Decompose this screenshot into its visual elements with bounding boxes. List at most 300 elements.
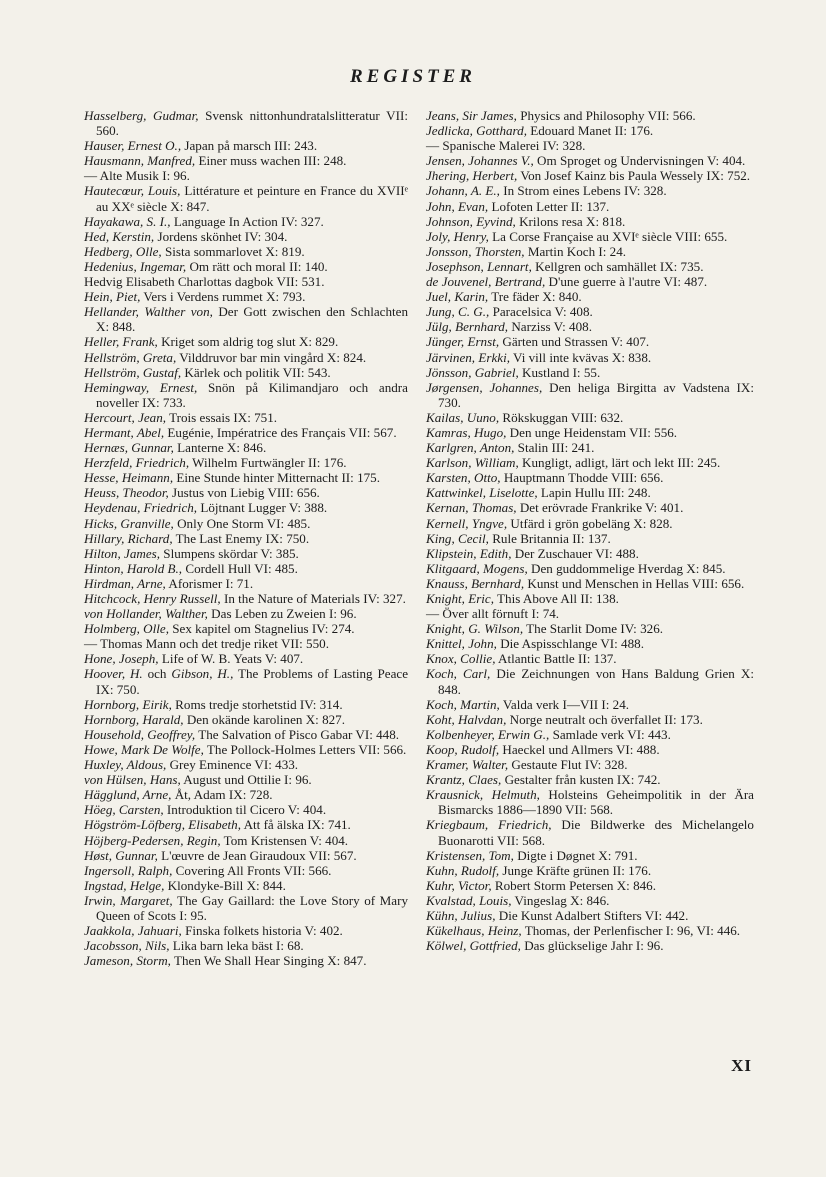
entry-title: Rökskuggan VIII: 632. — [499, 409, 624, 425]
entry-author: Jung, C. G., — [426, 304, 490, 320]
entry-title: Grey Eminence VI: 433. — [166, 757, 299, 773]
entry-title: Die Aspisschlange VI: 488. — [496, 636, 644, 652]
index-entry — [426, 425, 754, 440]
index-entry — [84, 666, 408, 696]
entry-title: Wilhelm Furtwängler II: 176. — [189, 455, 347, 471]
entry-author: Kamras, Hugo, — [426, 424, 507, 440]
entry-author: Jameson, Storm, — [84, 953, 171, 969]
entry-title: Klondyke-Bill X: 844. — [164, 877, 286, 893]
index-entry — [84, 365, 408, 380]
entry-title: — Spanische Malerei IV: 328. — [426, 138, 586, 154]
entry-title: — Över allt förnuft I: 74. — [426, 606, 560, 622]
entry-author: Klipstein, Edith, — [426, 545, 512, 561]
entry-title: Att få älska IX: 741. — [241, 817, 351, 833]
index-entry — [426, 470, 754, 485]
index-entry — [426, 168, 754, 183]
index-entry — [84, 697, 408, 712]
entry-author: Järvinen, Erkki, — [426, 349, 510, 365]
index-entry — [426, 274, 754, 289]
entry-author: Hercourt, Jean, — [84, 409, 167, 425]
index-entry — [426, 334, 754, 349]
entry-title: Edouard Manet II: 176. — [526, 123, 654, 139]
entry-author: Koht, Halvdan, — [426, 711, 507, 727]
index-entry — [84, 289, 408, 304]
index-entry — [426, 319, 754, 334]
entry-author: Jedlicka, Gotthard, — [426, 123, 527, 139]
index-entry — [84, 440, 408, 455]
entry-author: Hellström, Gustaf, — [84, 364, 182, 380]
entry-title: Hauptmann Thodde VIII: 656. — [500, 470, 664, 486]
entry-title: Physics and Philosophy VII: 566. — [516, 108, 696, 123]
entry-title: Gärten und Strassen V: 407. — [499, 334, 650, 350]
entry-author: Joly, Henry, — [426, 228, 489, 244]
left-column — [84, 108, 408, 968]
entry-title: Löjtnant Lugger V: 388. — [197, 500, 328, 516]
entry-author: Irwin, Margaret, — [84, 892, 173, 908]
index-entry — [84, 183, 408, 213]
index-entry — [84, 561, 408, 576]
entry-author: Huxley, Aldous, — [84, 757, 167, 773]
entry-author: Hedberg, Olle, — [84, 243, 162, 259]
index-entry — [426, 697, 754, 712]
entry-author: Jönsson, Gabriel, — [426, 364, 519, 380]
index-entry — [84, 621, 408, 636]
entry-title: The Last Enemy IX: 750. — [172, 530, 310, 546]
entry-title: Von Josef Kainz bis Paula Wessely IX: 752. — [517, 168, 751, 184]
entry-author: Kattwinkel, Liselotte, — [426, 485, 538, 501]
entry-author: Hellström, Greta, — [84, 349, 177, 365]
index-entry — [426, 138, 754, 153]
index-entry — [84, 380, 408, 410]
entry-title: Haeckel und Allmers VI: 488. — [499, 741, 660, 757]
entry-title: Kustland I: 55. — [518, 364, 601, 380]
entry-author: Jünger, Ernst, — [426, 334, 500, 350]
entry-author: John, Evan, — [426, 198, 489, 214]
entry-title: Rule Britannia II: 137. — [488, 530, 611, 546]
entry-author: Howe, Mark De Wolfe, — [84, 741, 204, 757]
entry-title: Den heliga Birgitta av Vadstena IX: 730. — [438, 379, 755, 410]
index-entry — [84, 485, 408, 500]
entry-author: Hedenius, Ingemar, — [84, 258, 187, 274]
entry-author: Jeans, Sir James, — [426, 108, 517, 123]
entry-title: Roms tredje storhetstid IV: 314. — [171, 696, 343, 712]
index-entry — [426, 123, 754, 138]
entry-title: Japan på marsch III: 243. — [181, 138, 318, 154]
index-entry — [426, 606, 754, 621]
index-entry — [426, 440, 754, 455]
entry-author: Hasselberg, Gudmar, — [84, 108, 199, 123]
entry-title: Kungligt, adligt, lärt och lekt III: 245. — [518, 455, 721, 471]
entry-title: Narziss V: 408. — [508, 319, 592, 335]
index-entry — [426, 576, 754, 591]
entry-title: D'une guerre à l'autre VI: 487. — [545, 274, 708, 290]
index-entry — [426, 485, 754, 500]
entry-author: Jhering, Herbert, — [426, 168, 518, 184]
entry-title: The Problems of Lasting Peace IX: 750. — [96, 666, 409, 697]
index-entry — [426, 410, 754, 425]
index-entry — [84, 546, 408, 561]
entry-author: Knight, Eric, — [426, 591, 495, 606]
entry-author: Koop, Rudolf, — [426, 741, 500, 757]
index-entry — [426, 772, 754, 787]
entry-author: Kernan, Thomas, — [426, 500, 517, 516]
entry-title: Lofoten Letter II: 137. — [488, 198, 610, 214]
index-entry — [426, 787, 754, 817]
entry-author: Heller, Frank, — [84, 334, 158, 350]
index-entry — [84, 516, 408, 531]
entry-author: Klitgaard, Mogens, — [426, 560, 528, 576]
entry-author: Jacobsson, Nils, — [84, 938, 170, 954]
entry-author: Knauss, Bernhard, — [426, 575, 525, 591]
entry-title: Language In Action IV: 327. — [170, 213, 324, 229]
entry-author: Hornborg, Eirik, — [84, 696, 172, 712]
entry-title: Junge Kräfte grünen II: 176. — [499, 862, 652, 878]
entry-author: Hesse, Heimann, — [84, 470, 174, 486]
entry-author: Kailas, Uuno, — [426, 409, 500, 425]
entry-title: Valda verk I—VII I: 24. — [499, 696, 630, 712]
index-entry — [426, 289, 754, 304]
index-entry — [426, 908, 754, 923]
index-entry — [426, 621, 754, 636]
entry-author: Jonsson, Thorsten, — [426, 243, 525, 259]
index-entry — [426, 561, 754, 576]
entry-author: Heydenau, Friedrich, — [84, 500, 198, 516]
entry-author: Krausnick, Helmuth, — [426, 787, 540, 803]
entry-title: — Alte Musik I: 96. — [84, 168, 190, 184]
entry-title: Den unge Heidenstam VII: 556. — [506, 424, 678, 440]
index-entry — [84, 229, 408, 244]
entry-title: The Salvation of Pisco Gabar VI: 448. — [195, 726, 400, 742]
entry-author: Kriegbaum, Friedrich, — [426, 817, 552, 833]
right-column — [426, 108, 754, 953]
index-entry — [84, 410, 408, 425]
entry-title: Norge neutralt och överfallet II: 173. — [506, 711, 703, 727]
entry-title: Kunst und Menschen in Hellas VIII: 656. — [524, 575, 745, 591]
index-entry — [426, 727, 754, 742]
index-entry — [84, 742, 408, 757]
index-entry — [426, 229, 754, 244]
entry-author: Kuhn, Rudolf, — [426, 862, 500, 878]
entry-author: Högström-Löfberg, Elisabeth, — [84, 817, 242, 833]
index-entry — [84, 500, 408, 515]
entry-author: Höeg, Carsten, — [84, 802, 164, 818]
entry-title: The Starlit Dome IV: 326. — [523, 621, 664, 637]
index-entry — [426, 455, 754, 470]
entry-title: Slumpens skördar V: 385. — [160, 545, 299, 561]
index-entry — [426, 848, 754, 863]
entry-title: Tom Kristensen V: 404. — [220, 832, 349, 848]
entry-author: Hed, Kerstin, — [84, 228, 155, 244]
entry-author: Jørgensen, Johannes, — [426, 379, 543, 395]
entry-author: Karsten, Otto, — [426, 470, 501, 486]
index-entry — [426, 817, 754, 847]
entry-title: Om Sproget og Undervisningen V: 404. — [533, 153, 746, 169]
entry-author: King, Cecil, — [426, 530, 489, 546]
entry-author: Kühn, Julius, — [426, 907, 496, 923]
entry-title: Life of W. B. Yeats V: 407. — [158, 651, 304, 667]
index-entry — [426, 531, 754, 546]
entry-author: Høst, Gunnar, — [84, 847, 158, 863]
index-entry — [84, 893, 408, 923]
entry-title: In the Nature of Materials IV: 327. — [220, 591, 406, 606]
entry-author: Holmberg, Olle, — [84, 621, 169, 637]
entry-title: Sista sommarlovet X: 819. — [161, 243, 305, 259]
index-entry — [426, 651, 754, 666]
entry-title: Aforismer I: 71. — [165, 575, 254, 591]
entry-author: Juel, Karin, — [426, 289, 489, 305]
entry-title: Die Kunst Adalbert Stifters VI: 442. — [495, 907, 689, 923]
entry-author: Johnson, Eyvind, — [426, 213, 516, 229]
entry-author: Karlson, William, — [426, 455, 519, 471]
index-entry — [426, 153, 754, 168]
index-entry — [84, 606, 408, 621]
entry-title: Kärlek och politik VII: 543. — [181, 364, 331, 380]
entry-author: Hilton, James, — [84, 545, 161, 561]
entry-title: L'œuvre de Jean Giraudoux VII: 567. — [157, 847, 357, 863]
entry-title: Det erövrade Frankrike V: 401. — [516, 500, 684, 516]
entry-title: Introduktion til Cicero V: 404. — [163, 802, 327, 818]
entry-author: Hinton, Harold B., — [84, 560, 183, 576]
index-entry — [84, 651, 408, 666]
entry-author: Jensen, Johannes V., — [426, 153, 534, 169]
entry-title: Then We Shall Hear Singing X: 847. — [170, 953, 367, 969]
index-entry — [84, 138, 408, 153]
entry-author: Heuss, Theodor, — [84, 485, 169, 501]
index-entry — [426, 893, 754, 908]
entry-author: Hicks, Granville, — [84, 515, 174, 531]
index-entry — [426, 516, 754, 531]
entry-title: Samlade verk VI: 443. — [549, 726, 671, 742]
entry-author: Koch, Carl, — [426, 666, 491, 682]
entry-author: Knox, Collie, — [426, 651, 496, 667]
entry-author: Knight, G. Wilson, — [426, 621, 524, 637]
index-entry — [426, 863, 754, 878]
entry-title: Vers i Verdens rummet X: 793. — [140, 289, 306, 305]
entry-title: Åt, Adam IX: 728. — [171, 787, 273, 803]
index-entry — [426, 757, 754, 772]
index-entry — [426, 712, 754, 727]
entry-author: Jaakkola, Jahuari, — [84, 923, 182, 939]
index-entry — [426, 742, 754, 757]
entry-title: This Above All II: 138. — [494, 591, 619, 606]
entry-title: Cordell Hull VI: 485. — [182, 560, 298, 576]
entry-title: Atlantic Battle II: 137. — [495, 651, 617, 667]
entry-title: Trois essais IX: 751. — [166, 409, 278, 425]
index-entry — [84, 953, 408, 968]
index-entry — [426, 546, 754, 561]
index-entry — [426, 350, 754, 365]
page-number: XI — [731, 1056, 752, 1075]
index-entry — [84, 214, 408, 229]
index-entry — [84, 591, 408, 606]
index-entry — [426, 878, 754, 893]
entry-title: Den okände karolinen X: 827. — [183, 711, 345, 727]
index-entry — [84, 108, 408, 138]
entry-title: Holsteins Geheimpolitik in der Ära Bismarcks 1886—1890 VII: 568. — [438, 787, 754, 818]
entry-author: Krantz, Claes, — [426, 772, 502, 788]
entry-author: Höjberg-Pedersen, Regin, — [84, 832, 221, 848]
entry-author: Hone, Joseph, — [84, 651, 159, 667]
index-entry — [84, 757, 408, 772]
entry-author: Herzfeld, Friedrich, — [84, 455, 190, 471]
entry-title: och — [142, 666, 172, 682]
index-entry — [84, 878, 408, 893]
entry-author: Kuhr, Victor, — [426, 877, 492, 893]
entry-author: Household, Geoffrey, — [84, 726, 196, 742]
index-entry — [426, 108, 754, 123]
entry-title: Sex kapitel om Stagnelius IV: 274. — [168, 621, 355, 637]
index-entry — [84, 802, 408, 817]
entry-author: Hausmann, Manfred, — [84, 153, 196, 169]
entry-author: Hein, Piet, — [84, 289, 141, 305]
entry-title: Krilons resa X: 818. — [515, 213, 626, 229]
entry-author: Kernell, Yngve, — [426, 515, 508, 531]
entry-author: Knittel, John, — [426, 636, 497, 652]
index-entry — [84, 168, 408, 183]
index-entry — [426, 666, 754, 696]
entry-author: Ingstad, Helge, — [84, 877, 165, 893]
index-entry — [84, 350, 408, 365]
entry-author: Kölwel, Gottfried, — [426, 938, 521, 954]
index-entry — [426, 380, 754, 410]
entry-author: Josephson, Lennart, — [426, 258, 532, 274]
entry-title: Paracelsica V: 408. — [489, 304, 593, 320]
entry-title: Einer muss wachen III: 248. — [195, 153, 347, 169]
entry-author: Hermant, Abel, — [84, 424, 165, 440]
entry-title: Lapin Hullu III: 248. — [537, 485, 651, 501]
entry-author: Jülg, Bernhard, — [426, 319, 509, 335]
index-entry — [426, 938, 754, 953]
entry-title: Vingeslag X: 846. — [511, 892, 610, 908]
entry-title: Eugénie, Impératrice des Français VII: 567. — [164, 424, 397, 440]
index-entry — [84, 938, 408, 953]
index-entry — [84, 455, 408, 470]
index-entry — [84, 817, 408, 832]
index-entry — [84, 833, 408, 848]
index-entry — [84, 636, 408, 651]
entry-title: Justus von Liebig VIII: 656. — [168, 485, 320, 501]
entry-title: Kellgren och samhället IX: 735. — [531, 258, 704, 274]
entry-title: Eine Stunde hinter Mitternacht II: 175. — [173, 470, 380, 486]
entry-title: Thomas, der Perlenfischer I: 96, VI: 446. — [521, 923, 741, 939]
entry-title: The Pollock-Holmes Letters VII: 566. — [203, 741, 407, 757]
entry-title: Das Leben zu Zweien I: 96. — [207, 606, 357, 622]
entry-title: Vilddruvor bar min vingård X: 824. — [176, 349, 367, 365]
index-entry — [426, 365, 754, 380]
entry-title: Digte i Døgnet X: 791. — [513, 847, 638, 863]
entry-title: Lanterne X: 846. — [173, 440, 267, 456]
entry-title: Covering All Fronts VII: 566. — [172, 862, 332, 878]
entry-title: Den guddommelige Hverdag X: 845. — [527, 560, 726, 576]
entry-author: Kramer, Walter, — [426, 757, 509, 773]
index-entry — [84, 304, 408, 334]
entry-title: Das glückselige Jahr I: 96. — [520, 938, 664, 954]
index-entry — [84, 334, 408, 349]
index-entry — [84, 727, 408, 742]
page-title: REGISTER — [350, 66, 476, 87]
entry-author: Karlgren, Anton, — [426, 440, 515, 456]
entry-author: Kükelhaus, Heinz, — [426, 923, 522, 939]
entry-title: Utfärd i grön gobeläng X: 828. — [507, 515, 673, 531]
entry-title: Robert Storm Petersen X: 846. — [491, 877, 656, 893]
entry-author: Kristensen, Tom, — [426, 847, 514, 863]
index-entry — [84, 863, 408, 878]
entry-author: Hoover, H. — [84, 666, 143, 682]
index-entry — [84, 259, 408, 274]
entry-title: Littérature et peinture en France du XVIIᵉ au XXᵉ siècle X: 847. — [96, 183, 408, 214]
index-entry — [84, 470, 408, 485]
entry-title: August und Ottilie I: 96. — [180, 772, 312, 788]
entry-author: Hernæs, Gunnar, — [84, 440, 174, 456]
entry-title: Tre fäder X: 840. — [488, 289, 582, 305]
entry-title: — Thomas Mann och det tredje riket VII: 550. — [84, 636, 329, 652]
entry-title: Snön på Kilimandjaro och andra noveller IX: 733. — [96, 379, 408, 410]
entry-author: Kvalstad, Louis, — [426, 892, 512, 908]
entry-author: Hornborg, Harald, — [84, 711, 184, 727]
entry-author: Hitchcock, Henry Russell, — [84, 591, 221, 606]
index-entry — [84, 531, 408, 546]
index-entry — [84, 712, 408, 727]
entry-author: Ingersoll, Ralph, — [84, 862, 173, 878]
entry-author: Hayakawa, S. I., — [84, 213, 171, 229]
entry-title: In Strom eines Lebens IV: 328. — [499, 183, 667, 199]
entry-author: de Jouvenel, Bertrand, — [426, 274, 546, 290]
entry-title: Om rätt och moral II: 140. — [186, 258, 328, 274]
index-entry — [426, 304, 754, 319]
entry-title: Gestaute Flut IV: 328. — [508, 757, 628, 773]
index-entry — [426, 214, 754, 229]
entry-title: Vi vill inte kvävas X: 838. — [509, 349, 652, 365]
entry-title: Finska folkets historia V: 402. — [181, 923, 343, 939]
entry-title: Lika barn leka bäst I: 68. — [169, 938, 304, 954]
entry-title: The Gay Gaillard: the Love Story of Mary Queen of Scots I: 95. — [96, 892, 409, 923]
entry-title: Gestalter från kusten IX: 742. — [501, 772, 661, 788]
index-entry — [426, 636, 754, 651]
index-entry — [84, 923, 408, 938]
index-entry — [84, 576, 408, 591]
entry-author: Hellander, Walther von, — [84, 304, 213, 320]
index-entry — [84, 848, 408, 863]
entry-author: Hirdman, Arne, — [84, 575, 166, 591]
index-entry — [426, 244, 754, 259]
entry-title: Only One Storm VI: 485. — [173, 515, 311, 531]
entry-title: Svensk nittonhundratalslitteratur VII: 560. — [96, 108, 408, 139]
index-entry — [84, 274, 408, 289]
entry-title: La Corse Française au XVIᵉ siècle VIII: 655. — [488, 228, 728, 244]
index-entry — [84, 425, 408, 440]
entry-author: Hillary, Richard, — [84, 530, 173, 546]
index-entry — [84, 772, 408, 787]
entry-author: von Hollander, Walther, — [84, 606, 208, 622]
entry-title: Die Zeichnungen von Hans Baldung Grien X: 848. — [438, 666, 754, 697]
entry-title: Der Zuschauer VI: 488. — [511, 545, 639, 561]
entry-title: Jordens skönhet IV: 304. — [154, 228, 288, 244]
entry-author: Hauser, Ernest O., — [84, 138, 182, 154]
index-entry — [84, 787, 408, 802]
entry-title: Die Bildwerke des Michelangelo Buonarotti VII: 568. — [438, 817, 754, 848]
entry-title: Kriget som aldrig tog slut X: 829. — [157, 334, 339, 350]
index-entry — [84, 153, 408, 168]
entry-author: Hägglund, Arne, — [84, 787, 172, 803]
entry-author: Koch, Martin, — [426, 696, 500, 712]
entry-author: Hautecœur, Louis, — [84, 183, 181, 199]
entry-author: von Hülsen, Hans, — [84, 772, 181, 788]
index-entry — [426, 923, 754, 938]
index-entry — [426, 591, 754, 606]
index-entry — [84, 244, 408, 259]
entry-title: Stalin III: 241. — [514, 440, 595, 456]
index-entry — [426, 199, 754, 214]
